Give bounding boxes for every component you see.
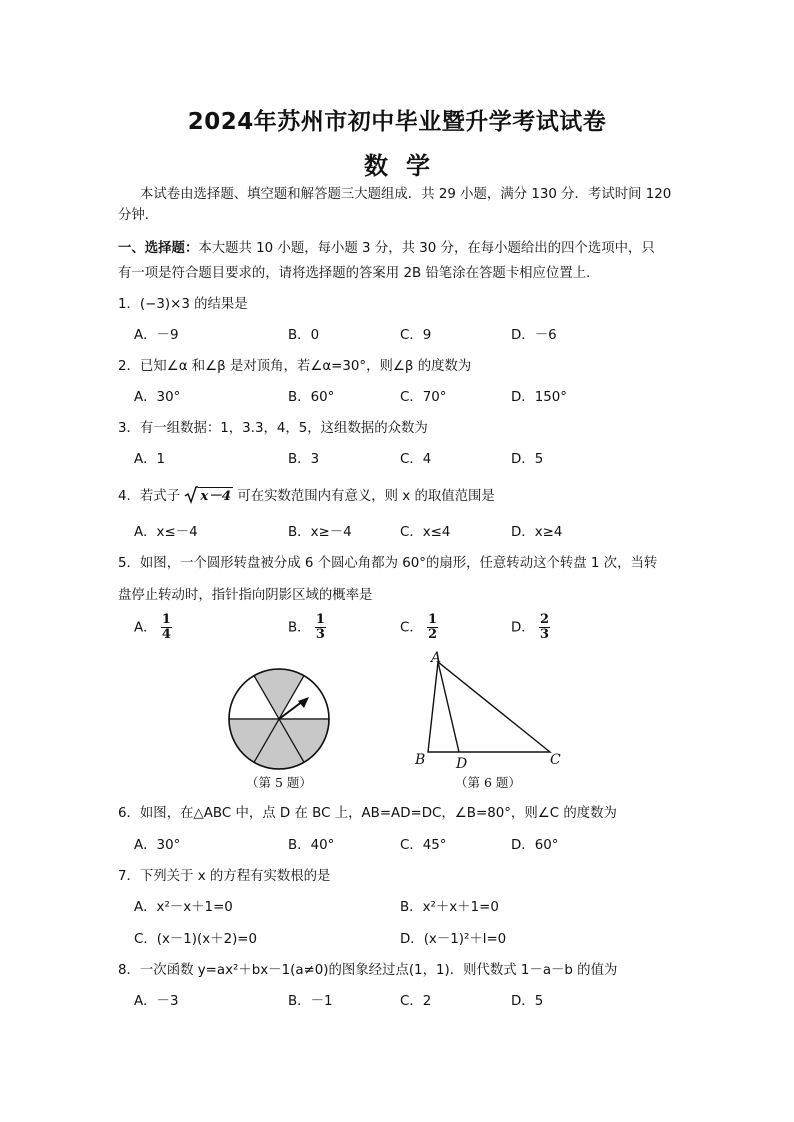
fig6-caption: （第 6 题） bbox=[455, 775, 521, 790]
point-d-label: D bbox=[456, 756, 468, 772]
q4-option-c: C．x≤4 bbox=[400, 525, 451, 540]
q5-option-c bbox=[400, 613, 438, 642]
q2-option-b: B．60° bbox=[288, 390, 335, 405]
q5-stem-line-1: 5．如图，一个圆形转盘被分成 6 个圆心角都为 60°的扇形，任意转动这个转盘 1 次，当转 bbox=[118, 556, 658, 571]
q1-stem: 1．(−3)×3 的结果是 bbox=[118, 297, 248, 312]
point-c-label: C bbox=[550, 752, 561, 768]
q4-option-d: D．x≥4 bbox=[511, 525, 563, 540]
q3-option-c: C．4 bbox=[400, 452, 432, 467]
denominator: 3 bbox=[539, 627, 550, 642]
denominator: 4 bbox=[161, 627, 171, 642]
subject-title: 数学 bbox=[364, 152, 448, 180]
q6-option-a: A．30° bbox=[134, 838, 181, 853]
q6-option-d: D．60° bbox=[511, 838, 559, 853]
q7-option-b: B．x²＋x＋1=0 bbox=[400, 900, 499, 915]
q5-option-d bbox=[511, 613, 550, 642]
fig5-caption: （第 5 题） bbox=[246, 775, 312, 790]
denominator: 3 bbox=[315, 627, 325, 642]
q2-option-d: D．150° bbox=[511, 390, 567, 405]
q5-option-c-fraction bbox=[427, 613, 438, 642]
numerator: 2 bbox=[539, 612, 550, 627]
q7-option-a: A．x²－x＋1=0 bbox=[134, 900, 233, 915]
q5-option-a-letter: A． bbox=[134, 620, 157, 636]
q8-option-b: B．－1 bbox=[288, 994, 333, 1009]
q5-option-a bbox=[134, 613, 172, 642]
intro-line-1: 本试卷由选择题、填空题和解答题三大题组成．共 29 小题，满分 130 分．考试时间 120 bbox=[140, 187, 672, 202]
q8-option-d: D．5 bbox=[511, 994, 544, 1009]
section-1-text: 本大题共 10 小题，每小题 3 分，共 30 分，在每小题给出的四个选项中，只 bbox=[198, 241, 655, 256]
q3-option-b: B．3 bbox=[288, 452, 320, 467]
q8-option-a: A．－3 bbox=[134, 994, 179, 1009]
q5-option-b-fraction bbox=[315, 613, 326, 642]
spinner-figure bbox=[225, 665, 335, 775]
q3-option-a: A．1 bbox=[134, 452, 166, 467]
q1-option-a: A．－9 bbox=[134, 328, 179, 343]
q5-option-c-letter: C． bbox=[400, 620, 423, 636]
q6-stem: 6．如图，在△ABC 中，点 D 在 BC 上，AB=AD=DC，∠B=80°，则∠C 的度数为 bbox=[118, 806, 617, 821]
triangle-figure bbox=[420, 658, 555, 758]
q6-option-b: B．40° bbox=[288, 838, 335, 853]
q4-stem-pre: 4．若式子 bbox=[118, 489, 181, 504]
section-1-label: 一、选择题： bbox=[118, 241, 199, 256]
q5-option-b bbox=[288, 613, 326, 642]
q4-stem-post: 可在实数范围内有意义，则 x 的取值范围是 bbox=[237, 489, 495, 504]
section-1-line-1 bbox=[118, 237, 655, 256]
q5-stem-line-2: 盘停止转动时，指针指向阴影区域的概率是 bbox=[118, 588, 373, 603]
denominator: 2 bbox=[428, 627, 438, 642]
q5-option-d-fraction bbox=[539, 613, 550, 642]
q5-option-b-letter: B． bbox=[288, 620, 311, 636]
q3-stem: 3．有一组数据：1，3.3，4，5，这组数据的众数为 bbox=[118, 421, 428, 436]
q4-option-b: B．x≥－4 bbox=[288, 525, 352, 540]
q4-stem bbox=[118, 485, 495, 504]
radical-sign-icon bbox=[184, 486, 198, 504]
q2-option-a: A．30° bbox=[134, 390, 181, 405]
point-b-label: B bbox=[415, 752, 426, 768]
q5-option-a-fraction bbox=[161, 613, 172, 642]
q5-option-d-letter: D． bbox=[511, 620, 535, 636]
q3-option-d: D．5 bbox=[511, 452, 544, 467]
q4-radicand: x－4 bbox=[200, 488, 232, 504]
point-a-label: A bbox=[431, 650, 442, 666]
intro-line-2: 分钟． bbox=[118, 208, 159, 223]
q4-option-a: A．x≤－4 bbox=[134, 525, 198, 540]
q7-option-d: D．(x－1)²＋l=0 bbox=[400, 932, 507, 947]
q2-stem: 2．已知∠α 和∠β 是对顶角，若∠α=30°，则∠β 的度数为 bbox=[118, 359, 472, 374]
q7-option-c: C．(x－1)(x＋2)=0 bbox=[134, 932, 258, 947]
q8-stem: 8．一次函数 y=ax²＋bx－1(a≠0)的图象经过点(1，1)．则代数式 1－a－b 的值为 bbox=[118, 963, 618, 978]
q8-option-c: C．2 bbox=[400, 994, 432, 1009]
section-1-line-2: 有一项是符合题目要求的，请将选择题的答案用 2B 铅笔涂在答题卡相应位置上． bbox=[118, 266, 600, 281]
numerator: 1 bbox=[428, 612, 438, 627]
q6-option-c: C．45° bbox=[400, 838, 447, 853]
q2-option-c: C．70° bbox=[400, 390, 447, 405]
q1-option-c: C．9 bbox=[400, 328, 432, 343]
numerator: 1 bbox=[161, 612, 171, 627]
q1-option-d: D．－6 bbox=[511, 328, 557, 343]
q1-option-b: B．0 bbox=[288, 328, 320, 343]
exam-title: 2024年苏州市初中毕业暨升学考试试卷 bbox=[187, 109, 607, 135]
q7-stem: 7．下列关于 x 的方程有实数根的是 bbox=[118, 869, 331, 884]
triangle-abc bbox=[428, 662, 550, 752]
numerator: 1 bbox=[315, 612, 325, 627]
